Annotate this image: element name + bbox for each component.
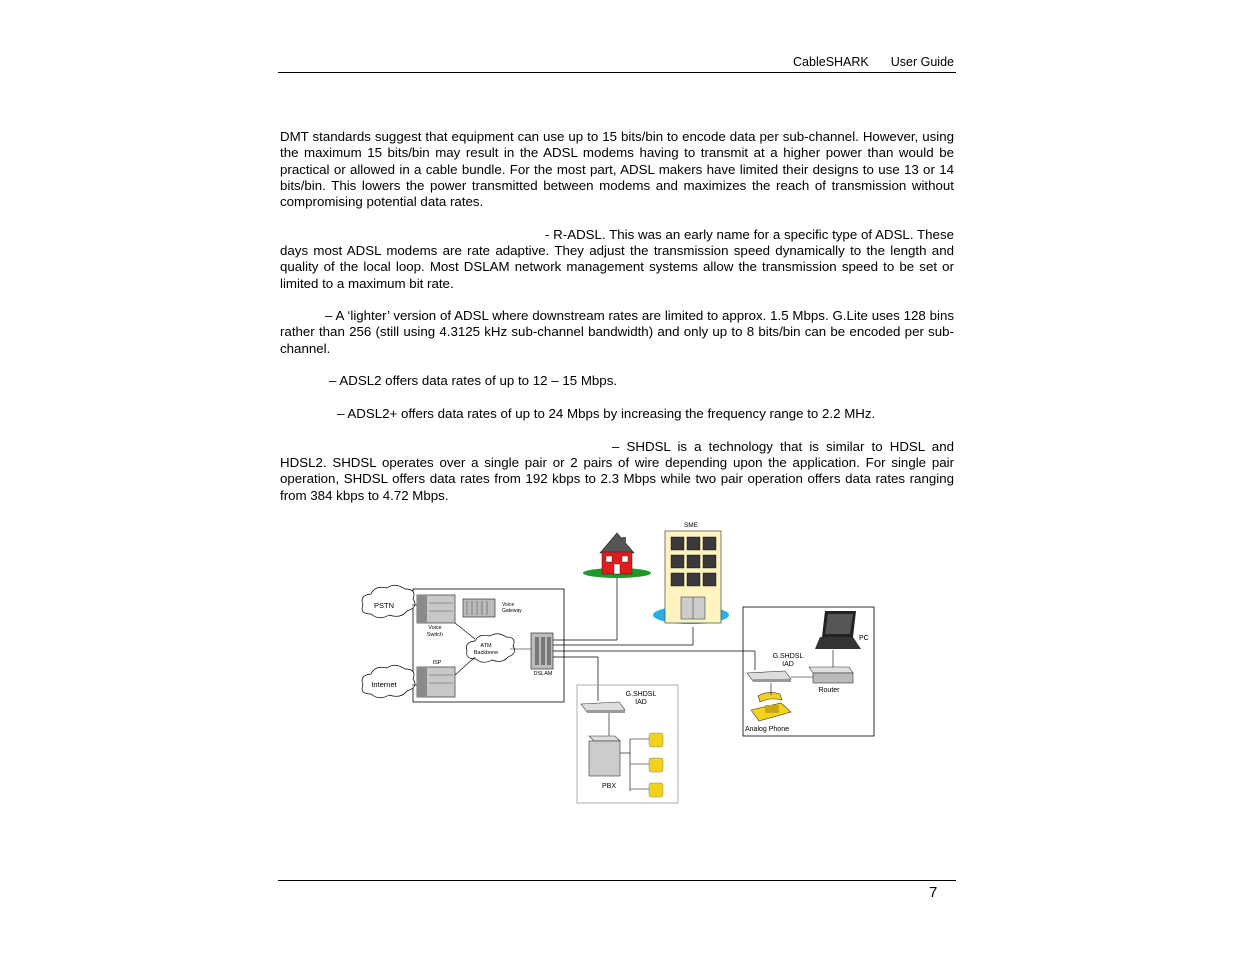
pbx-label: PBX bbox=[601, 783, 617, 790]
footer-rule bbox=[278, 880, 956, 881]
isp-label: ISP bbox=[432, 660, 442, 666]
voice-gateway-label-2: Gateway bbox=[502, 608, 522, 614]
pbx-device bbox=[589, 736, 620, 790]
analog-phone-icon bbox=[745, 692, 791, 733]
header-doc: User Guide bbox=[890, 55, 954, 69]
atm-label-1: ATM bbox=[480, 643, 492, 649]
iad-bottom-label-1: G.SHDSL bbox=[625, 691, 657, 698]
paragraph-dmt: DMT standards suggest that equipment can use up to 15 bits/bin to encode data per sub-channel. However, using the maximum 15 bits/bin may result in the ADSL modems having to transmit at a higher power than would be practical or allowed in a cable bundle. For the most part, ADSL makers have limited their designs to use 13 or 14 bits/bin. This lowers the power transmitted between modems and maximizes the reach of transmission without compromising potential data rates. bbox=[280, 129, 954, 210]
pstn-cloud bbox=[362, 585, 415, 618]
house-icon bbox=[583, 533, 651, 578]
paragraph-shdsl-first-line: – SHDSL is a technology that is similar to HDSL and bbox=[612, 439, 954, 454]
sme-building bbox=[653, 522, 729, 624]
paragraph-adsl2plus: – ADSL2+ offers data rates of up to 24 Mbps by increasing the frequency range to 2.2 MHz. bbox=[337, 406, 876, 421]
analog-phone-label: Analog Phone bbox=[745, 726, 789, 733]
page-number: 7 bbox=[929, 884, 938, 901]
pc-label: PC bbox=[859, 635, 869, 642]
iad-bottom-label-2: IAD bbox=[635, 699, 647, 706]
pstn-label: PSTN bbox=[373, 601, 395, 610]
internet-cloud bbox=[362, 665, 415, 698]
paragraph-shdsl: HDSL2. SHDSL operates over a single pair or 2 pairs of wire depending upon the application. For single pair operation, SHDSL offers data rates from 192 kbps to 2.3 Mbps while two pair operation offers data rates ranging from 384 kbps to 4.72 Mbps. bbox=[280, 455, 954, 503]
iad-bottom-device bbox=[581, 702, 625, 713]
internet-label: Internet bbox=[371, 680, 397, 689]
voice-switch-label-1: Voice bbox=[428, 625, 442, 631]
iad-right-label-1: G.SHDSL bbox=[772, 653, 804, 660]
iad-right-device bbox=[747, 671, 791, 682]
router-label: Router bbox=[818, 687, 840, 694]
header-title bbox=[793, 55, 954, 69]
page-header bbox=[278, 54, 956, 73]
sme-label: SME bbox=[683, 522, 699, 529]
voice-gateway bbox=[463, 599, 522, 617]
pbx-phone-icon bbox=[649, 733, 663, 797]
pc-laptop-icon bbox=[815, 611, 869, 649]
dslam bbox=[531, 633, 553, 677]
router-device bbox=[809, 667, 853, 694]
dslam-label: DSLAM bbox=[533, 671, 553, 677]
header-product: CableSHARK bbox=[793, 55, 869, 69]
atm-label-2: Backbone bbox=[473, 650, 499, 656]
isp-server bbox=[417, 660, 455, 697]
paragraph-glite: – A ‘lighter’ version of ADSL where downstream rates are limited to approx. 1.5 Mbps. G.Lite uses 128 bins rather than 256 (still using 4.3125 kHz sub-channel bandwidth) and only up to 8 bits/bin can be encoded per sub-channel. bbox=[280, 308, 954, 356]
paragraph-adsl2: – ADSL2 offers data rates of up to 12 – 15 Mbps. bbox=[329, 373, 618, 388]
voice-switch-server bbox=[417, 595, 455, 638]
paragraph-radsl: days most ADSL modems are rate adaptive. They adjust the transmission speed dynamically to the length and quality of the local loop. Most DSLAM network management systems allow the transmission speed to be set or limited to a maximum bit rate. bbox=[280, 243, 954, 291]
iad-right-label-2: IAD bbox=[782, 661, 794, 668]
paragraph-radsl-first-line: - R-ADSL. This was an early name for a specific type of ADSL. These bbox=[545, 227, 954, 242]
voice-gateway-label-1: Voice bbox=[502, 602, 515, 608]
network-diagram bbox=[355, 515, 880, 810]
voice-switch-label-2: Switch bbox=[426, 632, 444, 638]
